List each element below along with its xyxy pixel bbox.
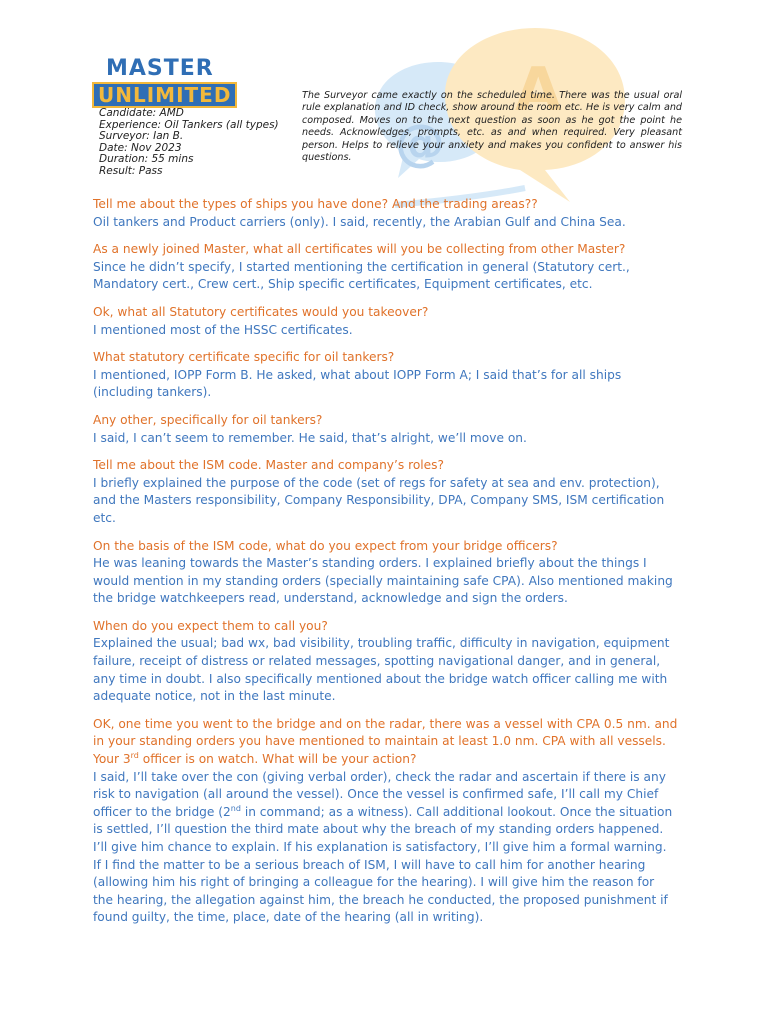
logo-unlimited-text: UNLIMITED <box>92 82 237 108</box>
logo-master-text: MASTER <box>106 56 214 81</box>
qa-item <box>93 196 678 231</box>
at-symbol-glyph: @ <box>395 114 445 172</box>
experience-line: Experience: Oil Tankers (all types) <box>99 118 279 131</box>
surveyor-summary: The Surveyor came exactly on the scheduled time. There was the usual oral rule explanation and ID check, show around the room etc. He is very calm and composed. Moves on to the next question as soon as he got the point he needs. Acknowledges, prompts, etc. as and when required. Very pleasant person. Helps to relieve your anxiety and makes you confident to answer his questions. <box>302 90 682 164</box>
qa-item <box>93 241 678 294</box>
qa-item <box>93 618 678 706</box>
date-line: Date: Nov 2023 <box>99 141 182 154</box>
question-part: OK, one time you went to the bridge and on the radar, there was a vessel with CPA 0.5 nm. and in your standing orders you have mentioned to maintain at least 1.0 nm. CPA with all vessels. Your 3 <box>93 716 678 767</box>
question-text <box>93 716 678 769</box>
candidate-details <box>99 108 299 178</box>
question-text: Ok, what all Statutory certificates would you takeover? <box>93 304 429 319</box>
question-part: officer is on watch. What will be your action? <box>138 752 417 767</box>
ordinal-superscript: rd <box>130 750 139 760</box>
candidate-line: Candidate: AMD <box>99 107 184 119</box>
answer-text: Oil tankers and Product carriers (only). I said, recently, the Arabian Gulf and China Sea. <box>93 214 626 229</box>
answer-text: I mentioned, IOPP Form B. He asked, what about IOPP Form A; I said that’s for all ships (including tankers). <box>93 367 622 400</box>
question-answer-list <box>93 196 678 937</box>
answer-text: I said, I can’t seem to remember. He said, that’s alright, we’ll move on. <box>93 430 527 445</box>
question-text: On the basis of the ISM code, what do you expect from your bridge officers? <box>93 538 558 553</box>
qa-item-last <box>93 716 678 927</box>
qa-item <box>93 349 678 402</box>
qa-item <box>93 304 678 339</box>
duration-line: Duration: 55 mins <box>99 153 194 166</box>
answer-text: He was leaning towards the Master’s standing orders. I explained briefly about the things I would mention in my standing orders (specially maintaining safe CPA). Also mentioned making the bridge watchkeepers read, understand, acknowledge and sign the orders. <box>93 556 673 606</box>
qa-item <box>93 538 678 608</box>
result-line: Result: Pass <box>99 164 163 177</box>
answer-text: Explained the usual; bad wx, bad visibility, troubling traffic, difficulty in navigation, equipment failure, receipt of distress or related messages, spotting navigational danger, and in general, any time in doubt. I also specifically mentioned about the bridge watch officer calling me with adequate notice, not in the last minute. <box>93 636 670 704</box>
question-text: Any other, specifically for oil tankers? <box>93 412 323 427</box>
master-unlimited-logo <box>92 56 244 108</box>
qa-item <box>93 412 678 447</box>
answer-text: I briefly explained the purpose of the code (set of regs for safety at sea and env. protection), and the Masters responsibility, Company Responsibility, DPA, Company SMS, ISM certification etc. <box>93 475 665 525</box>
question-text: When do you expect them to call you? <box>93 618 328 633</box>
surveyor-line: Surveyor: Ian B. <box>99 130 184 143</box>
question-text: As a newly joined Master, what all certificates will you be collecting from other Master? <box>93 242 626 257</box>
question-text: What statutory certificate specific for oil tankers? <box>93 350 395 365</box>
answer-part: in command; as a witness). Call additional lookout. Once the situation is settled, I’ll question the third mate about why the breach of my standing orders happened. I’ll give him chance to explain. If his explanation is satisfactory, I’ll give him a formal warning. If I find the matter to be a serious breach of ISM, I will have to call him for another hearing (allowing him his right of bringing a colleague for the hearing). I will give him the reason for the hearing, the allegation against him, the breach he conducted, the proposed punishment if found guilty, the time, place, date of the hearing (all in writing). <box>93 804 673 925</box>
answer-text: I mentioned most of the HSSC certificates. <box>93 322 353 337</box>
qa-item <box>93 457 678 527</box>
question-text: Tell me about the ISM code. Master and company’s roles? <box>93 458 445 473</box>
answer-text <box>93 769 678 927</box>
answer-part: I said, I’ll take over the con (giving verbal order), check the radar and ascertain if there is any risk to navigation (all around the vessel). Once the vessel is confirmed safe, I’ll call my Chief officer to the bridge (2 <box>93 769 666 819</box>
ordinal-superscript: nd <box>230 803 241 813</box>
answer-text: Since he didn’t specify, I started mentioning the certification in general (Statutory cert., Mandatory cert., Crew cert., Ship specific certificates, Equipment certificates, etc. <box>93 259 630 292</box>
letter-a-glyph: A <box>515 55 562 125</box>
question-text: Tell me about the types of ships you have done? And the trading areas?? <box>93 197 538 211</box>
